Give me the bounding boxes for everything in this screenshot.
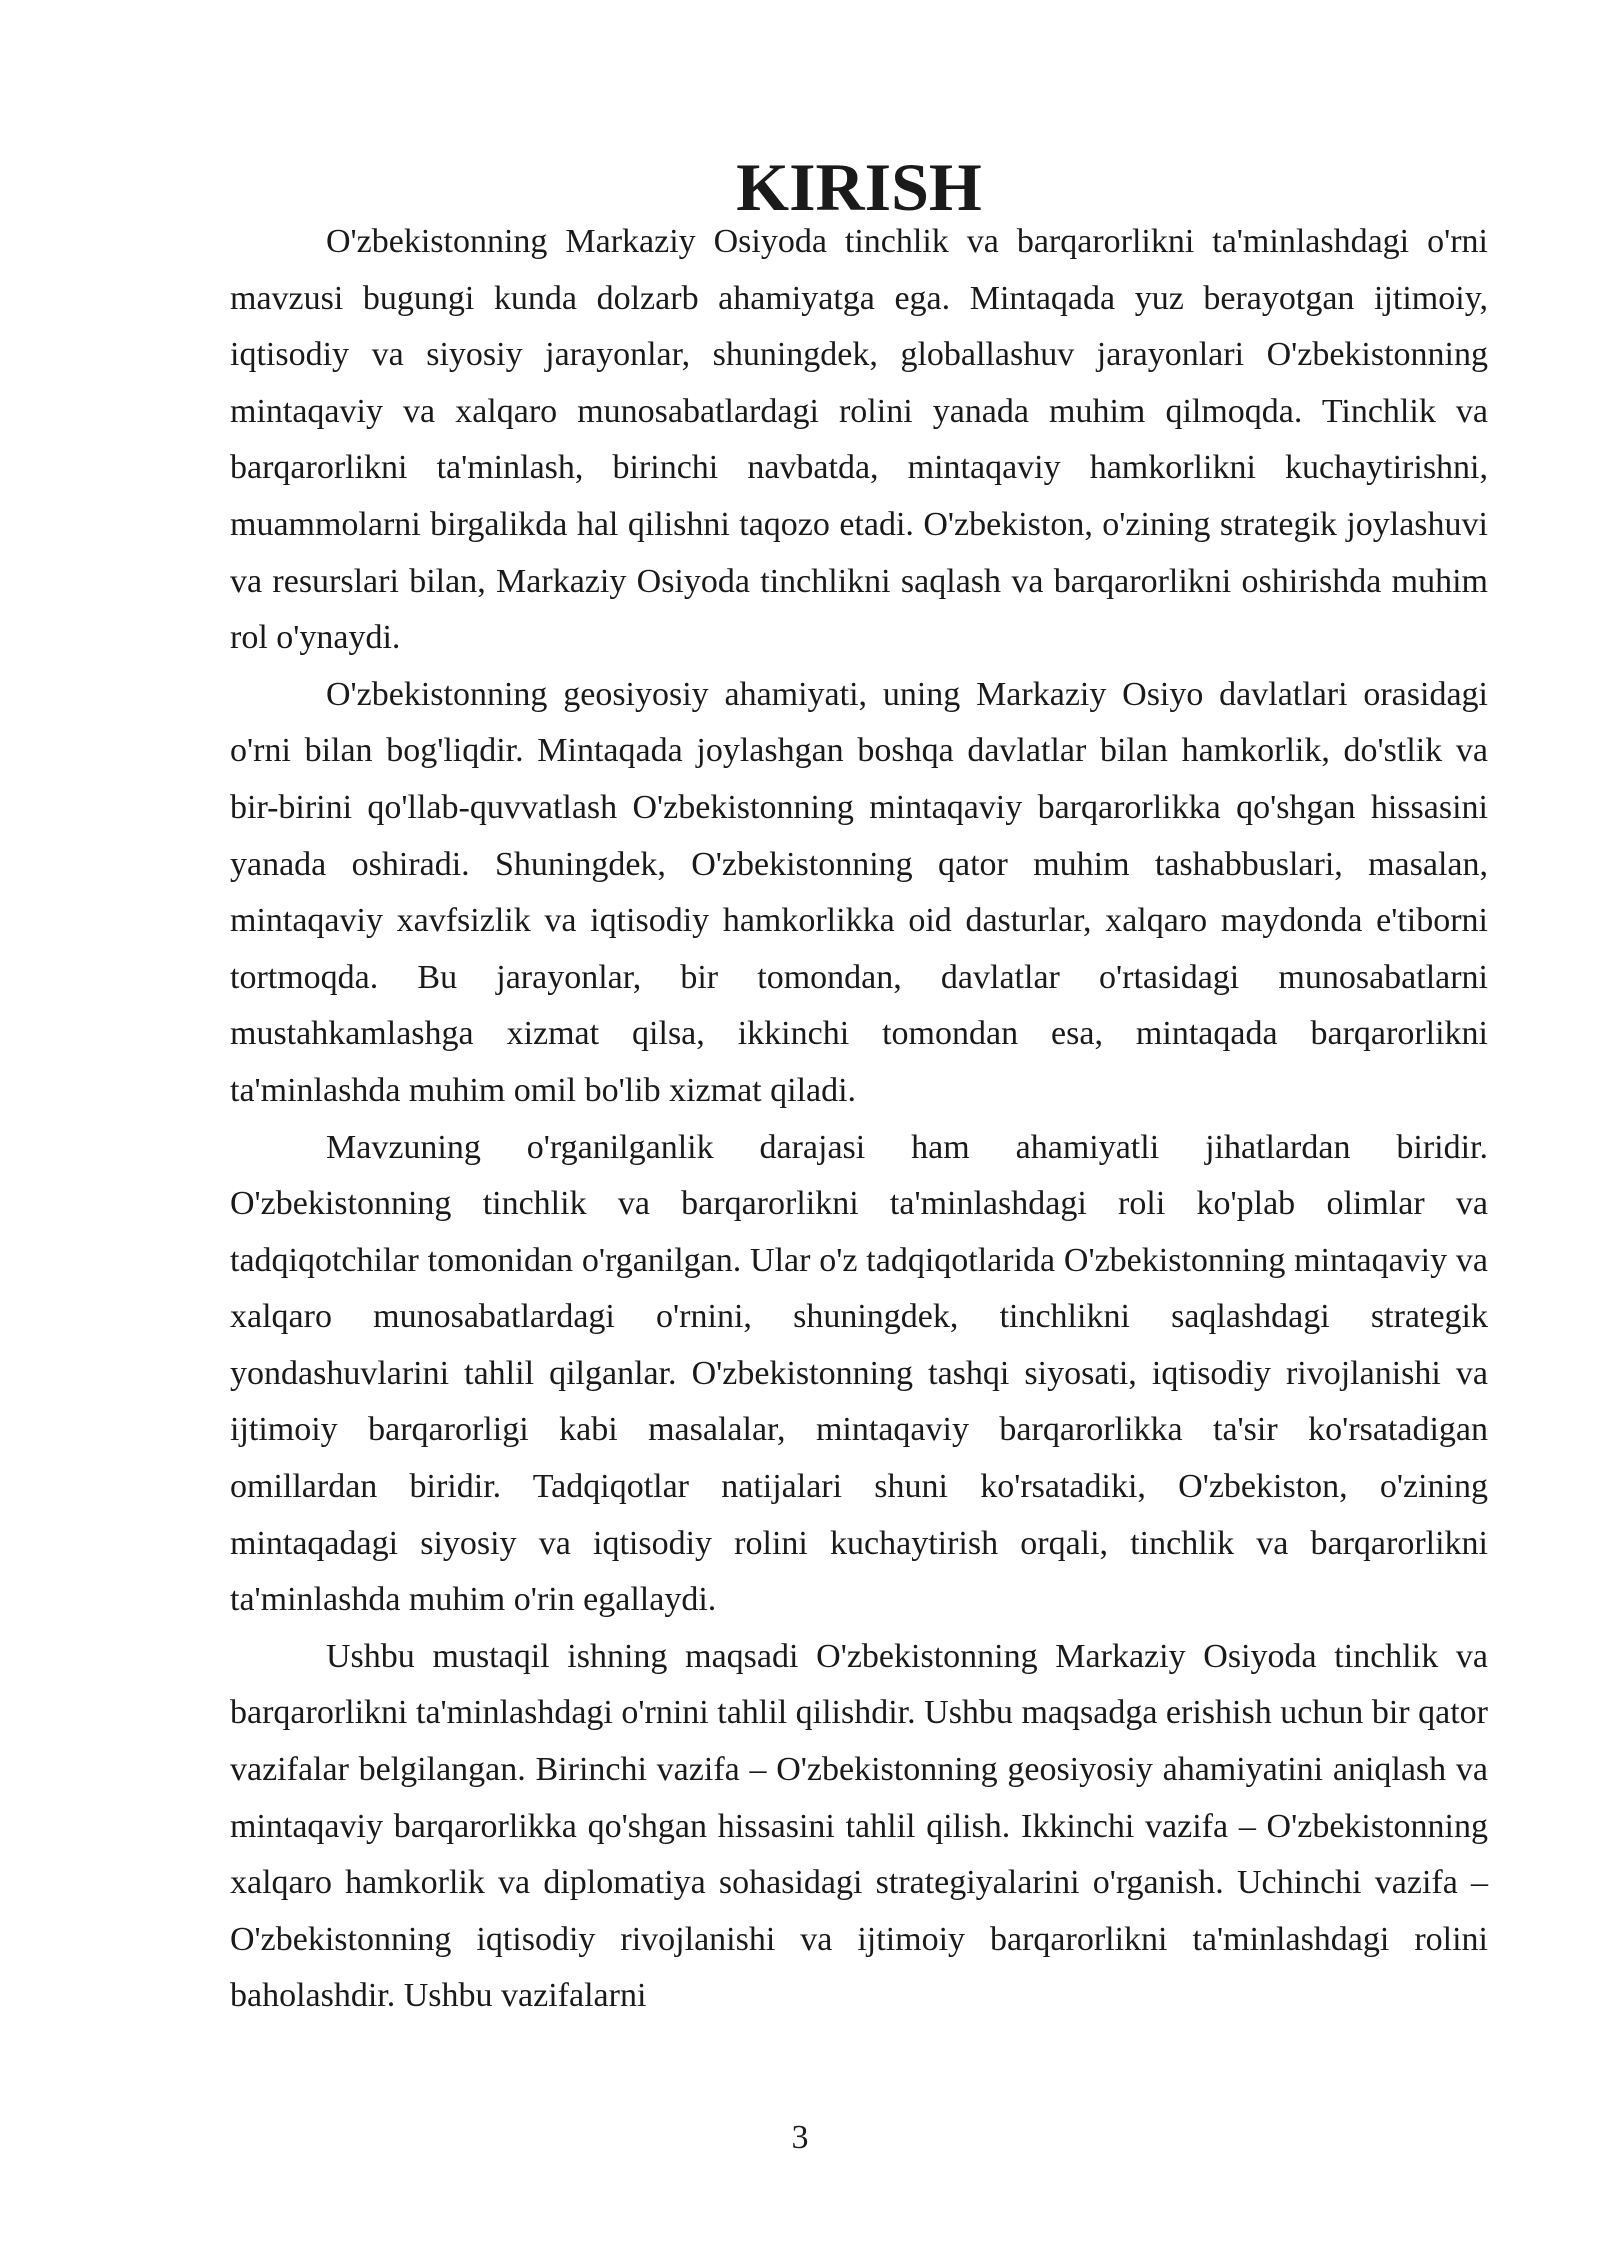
page-title: KIRISH bbox=[736, 149, 982, 225]
paragraph-2: O'zbekistonning geosiyosiy ahamiyati, uning Markaziy Osiyo davlatlari orasidagi o'rni bilan bog'liqdir. Mintaqada joylashgan boshqa davlatlar bilan hamkorlik, do'stlik va bir-birini qo'llab-quvvatlash O'zbekistonning mintaqaviy barqarorlikka qo'shgan hissasini yanada oshiradi. Shuningdek, O'zbekistonning qator muhim tashabbuslari, masalan, mintaqaviy xavfsizlik va iqtisodiy hamkorlikka oid dasturlar, xalqaro maydonda e'tiborni tortmoqda. Bu jarayonlar, bir tomondan, davlatlar o'rtasidagi munosabatlarni mustahkamlashga xizmat qilsa, ikkinchi tomondan esa, mintaqada barqarorlikni ta'minlashda muhim omil bo'lib xizmat qiladi. bbox=[230, 675, 1488, 1109]
paragraph-4: Ushbu mustaqil ishning maqsadi O'zbekistonning Markaziy Osiyoda tinchlik va barqarorlikni ta'minlashdagi o'rnini tahlil qilishdir. Ushbu maqsadga erishish uchun bir qator vazifalar belgilangan. Birinchi vazifa – O'zbekistonning geosiyosiy ahamiyatini aniqlash va mintaqaviy barqarorlikka qo'shgan hissasini tahlil qilish. Ikkinchi vazifa – O'zbekistonning xalqaro hamkorlik va diplomatiya sohasidagi strategiyalarini o'rganish. Uchinchi vazifa – O'zbekistonning iqtisodiy rivojlanishi va ijtimoiy barqarorlikni ta'minlashdagi rolini baholashdir. Ushbu vazifalarni bbox=[230, 1637, 1488, 2015]
paragraph-1: O'zbekistonning Markaziy Osiyoda tinchlik va barqarorlikni ta'minlashdagi o'rni mavzusi bugungi kunda dolzarb ahamiyatga ega. Mintaqada yuz berayotgan ijtimoiy, iqtisodiy va siyosiy jarayonlar, shuningdek, globallashuv jarayonlari O'zbekistonning mintaqaviy va xalqaro munosabatlardagi rolini yanada muhim qilmoqda. Tinchlik va barqarorlikni ta'minlash, birinchi navbatda, mintaqaviy hamkorlikni kuchaytirishni, muammolarni birgalikda hal qilishni taqozo etadi. O'zbekiston, o'zining strategik joylashuvi va resurslari bilan, Markaziy Osiyoda tinchlikni saqlash va barqarorlikni oshirishda muhim rol o'ynaydi. bbox=[230, 223, 1488, 657]
paragraph-3: Mavzuning o'rganilganlik darajasi ham ahamiyatli jihatlardan biridir. O'zbekistonning tinchlik va barqarorlikni ta'minlashdagi roli ko'plab olimlar va tadqiqotchilar tomonidan o'rganilgan. Ular o'z tadqiqotlarida O'zbekistonning mintaqaviy va xalqaro munosabatlardagi o'rnini, shuningdek, tinchlikni saqlashdagi strategik yondashuvlarini tahlil qilganlar. O'zbekistonning tashqi siyosati, iqtisodiy rivojlanishi va ijtimoiy barqarorligi kabi masalalar, mintaqaviy barqarorlikka ta'sir ko'rsatadigan omillardan biridir. Tadqiqotlar natijalari shuni ko'rsatadiki, O'zbekiston, o'zining mintaqadagi siyosiy va iqtisodiy rolini kuchaytirish orqali, tinchlik va barqarorlikni ta'minlashda muhim o'rin egallaydi. bbox=[230, 1128, 1488, 1619]
page-content bbox=[230, 149, 1488, 2025]
page-number: 3 bbox=[791, 2119, 809, 2156]
